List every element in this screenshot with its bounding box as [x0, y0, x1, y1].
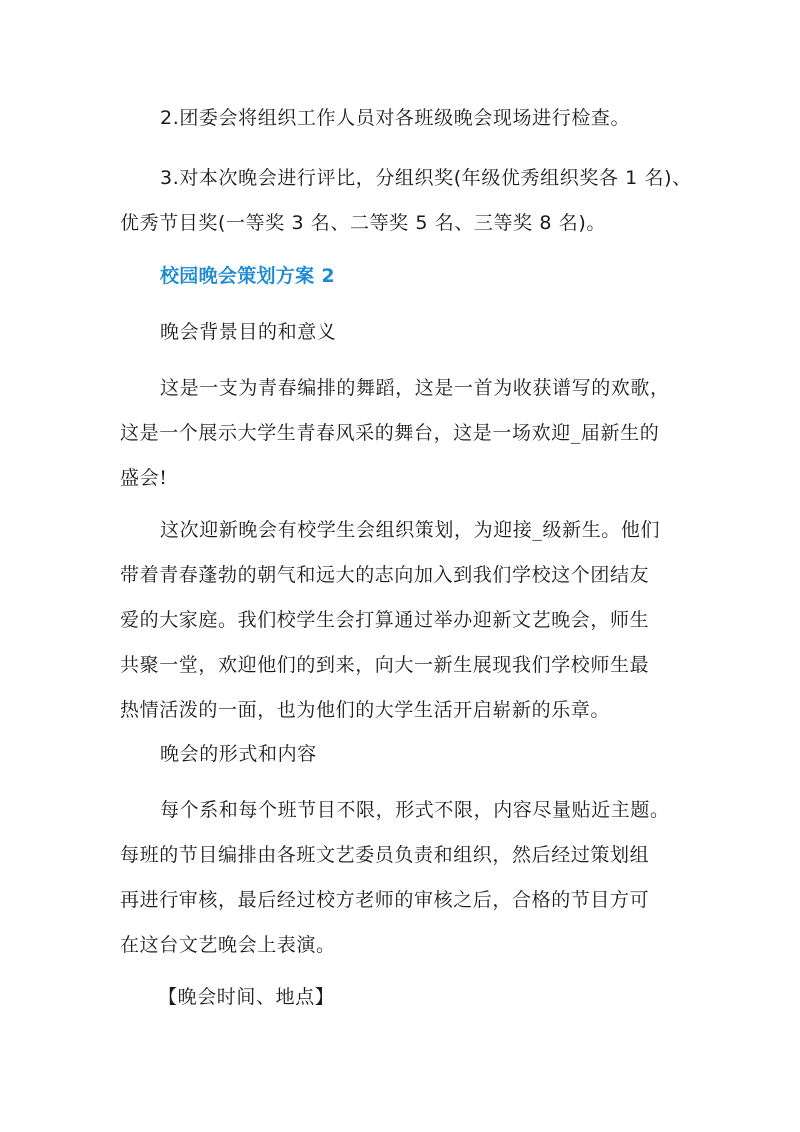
paragraph-awards-line-2: 优秀节目奖(一等奖 3 名、二等奖 5 名、三等奖 8 名)。: [120, 212, 606, 234]
subheading-background: 晚会背景目的和意义: [160, 321, 337, 343]
paragraph-purpose-line-2: 带着青春蓬勃的朝气和远大的志向加入到我们学校这个团结友: [120, 564, 650, 586]
paragraph-purpose-line-5: 热情活泼的一面，也为他们的大学生活开启崭新的乐章。: [120, 699, 611, 721]
paragraph-format-line-3: 再进行审核，最后经过校方老师的审核之后，合格的节目方可: [120, 889, 650, 911]
subheading-time-location: 【晚会时间、地点】: [158, 986, 335, 1008]
section-heading: 校园晚会策划方案 2: [160, 265, 335, 287]
paragraph-inspection: 2.团委会将组织工作人员对各班级晚会现场进行检查。: [160, 107, 631, 129]
paragraph-format-line-4: 在这台文艺晚会上表演。: [120, 934, 336, 956]
paragraph-purpose-line-4: 共聚一堂，欢迎他们的到来，向大一新生展现我们学校师生最: [120, 654, 650, 676]
paragraph-awards-line-1: 3.对本次晚会进行评比，分组织奖(年级优秀组织奖各 1 名)、: [160, 167, 692, 189]
paragraph-intro-line-2: 这是一个展示大学生青春风采的舞台，这是一场欢迎_届新生的: [120, 422, 660, 444]
subheading-format: 晚会的形式和内容: [160, 743, 317, 765]
paragraph-intro-line-3: 盛会!: [120, 467, 168, 489]
paragraph-purpose-line-1: 这次迎新晚会有校学生会组织策划，为迎接_级新生。他们: [160, 519, 661, 541]
paragraph-intro-line-1: 这是一支为青春编排的舞蹈，这是一首为收获谱写的欢歌，: [160, 377, 670, 399]
paragraph-format-line-2: 每班的节目编排由各班文艺委员负责和组织，然后经过策划组: [120, 844, 650, 866]
paragraph-format-line-1: 每个系和每个班节目不限，形式不限，内容尽量贴近主题。: [160, 799, 670, 821]
paragraph-purpose-line-3: 爱的大家庭。我们校学生会打算通过举办迎新文艺晚会，师生: [120, 609, 650, 631]
